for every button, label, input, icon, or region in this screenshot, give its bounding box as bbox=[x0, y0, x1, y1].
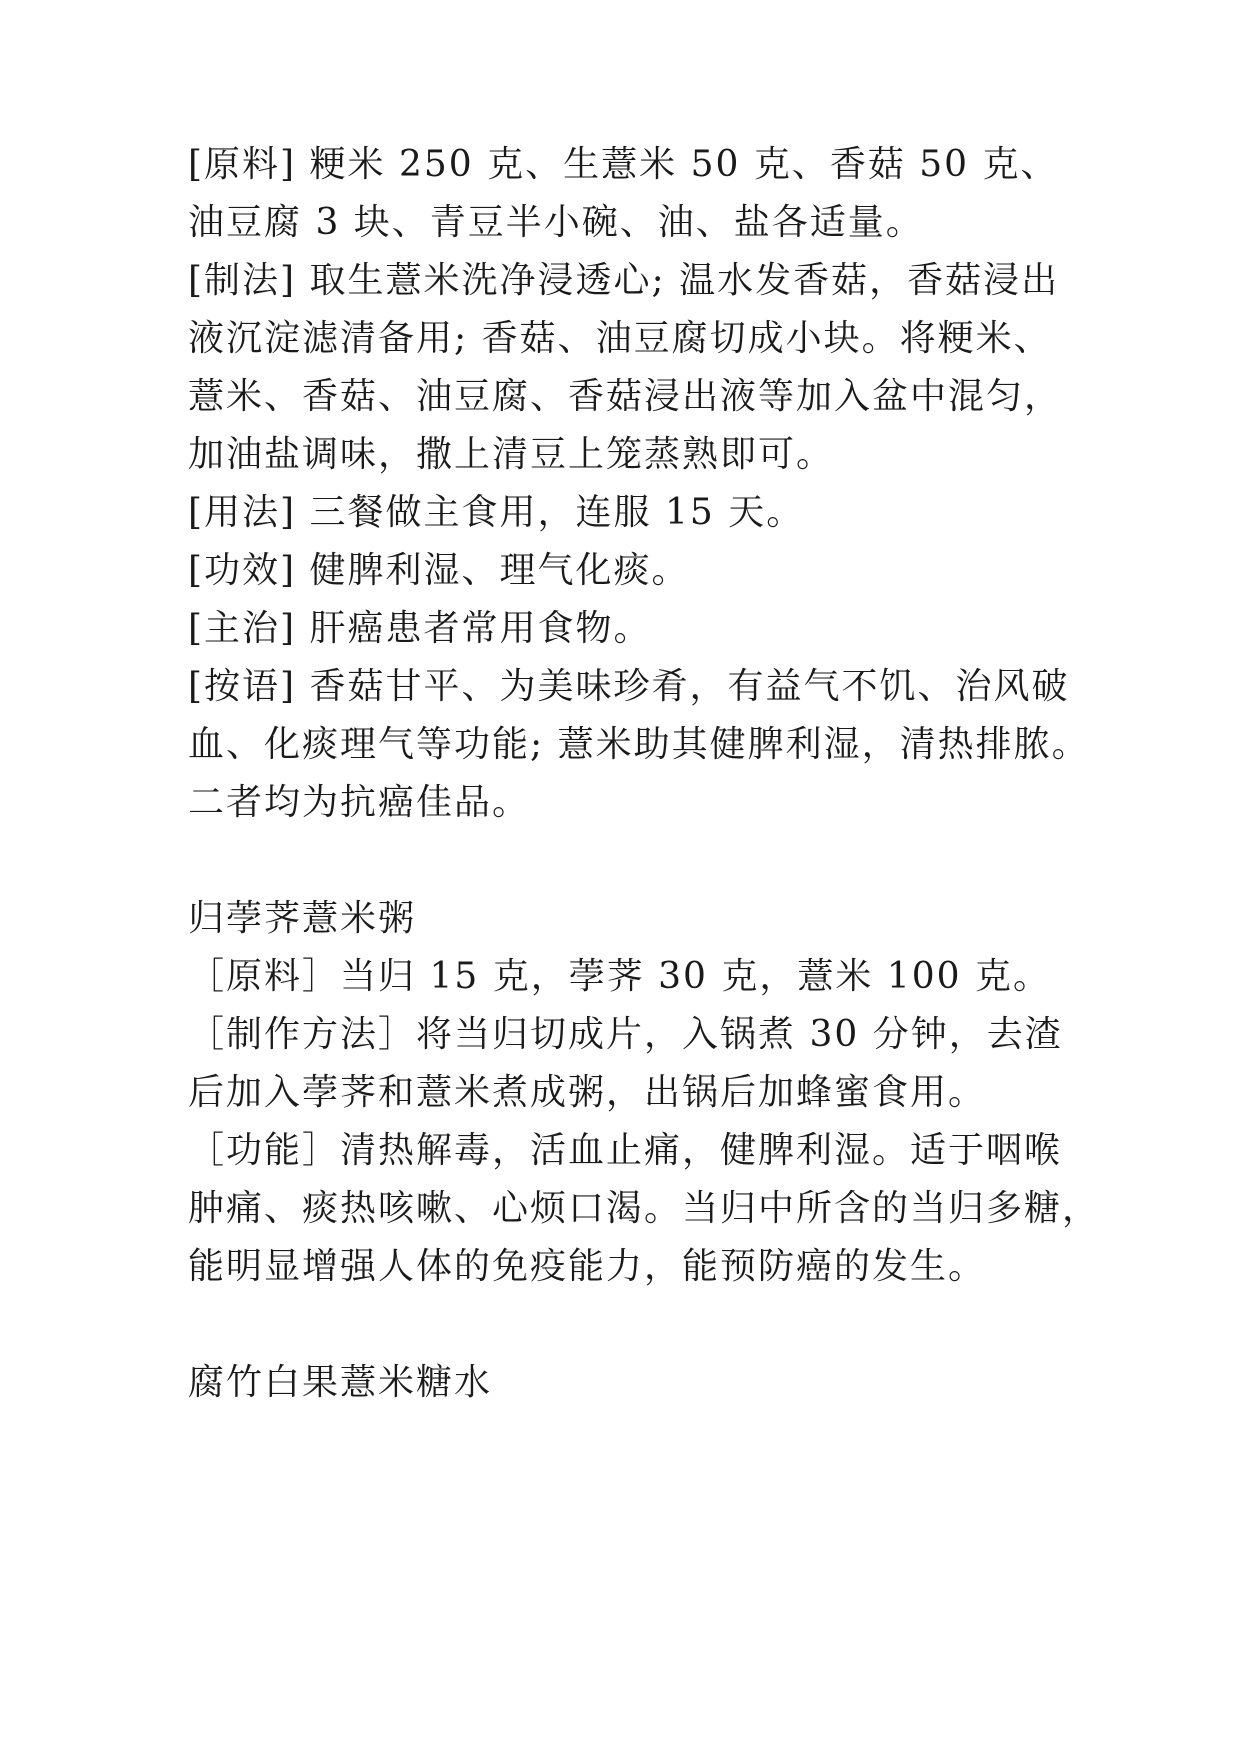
efficacy-line: [功效] 健脾利湿、理气化痰。 bbox=[188, 550, 690, 591]
recipe2-function-line-3: 能明显增强人体的免疫能力，能预防癌的发生。 bbox=[188, 1246, 987, 1287]
method-line-4: 加油盐调味，撒上清豆上笼蒸熟即可。 bbox=[188, 434, 835, 475]
ingredients-line-2: 油豆腐 3 块、青豆半小碗、油、盐各适量。 bbox=[188, 202, 924, 243]
indication-line: [主治] 肝癌患者常用食物。 bbox=[188, 608, 652, 649]
note-line-2: 血、化痰理气等功能; 薏米助其健脾利湿，清热排脓。 bbox=[188, 724, 1090, 765]
recipe2-method-line-1: ［制作方法］将当归切成片，入锅煮 30 分钟，去渣 bbox=[188, 1014, 1063, 1055]
recipe2-ingredients-line: ［原料］当归 15 克，荸荠 30 克，薏米 100 克。 bbox=[188, 956, 1051, 997]
note-line-1: [按语] 香菇甘平、为美味珍肴，有益气不饥、治风破 bbox=[188, 666, 1070, 707]
method-line-3: 薏米、香菇、油豆腐、香菇浸出液等加入盆中混匀， bbox=[188, 376, 1063, 417]
method-line-2: 液沉淀滤清备用; 香菇、油豆腐切成小块。将粳米、 bbox=[188, 318, 1052, 359]
recipe2-function-line-2: 肿痛、痰热咳嗽、心烦口渴。当归中所含的当归多糖， bbox=[188, 1188, 1101, 1229]
method-line-1: [制法] 取生薏米洗净浸透心; 温水发香菇，香菇浸出 bbox=[188, 260, 1060, 301]
recipe2-function-line-1: ［功能］清热解毒，活血止痛，健脾利湿。适于咽喉 bbox=[188, 1130, 1063, 1171]
ingredients-line-1: [原料] 粳米 250 克、生薏米 50 克、香菇 50 克、 bbox=[188, 144, 1059, 185]
usage-line: [用法] 三餐做主食用，连服 15 天。 bbox=[188, 492, 805, 533]
note-line-3: 二者均为抗癌佳品。 bbox=[188, 782, 531, 823]
recipe-title-2: 归荸荠薏米粥 bbox=[188, 898, 417, 939]
recipe2-method-line-2: 后加入荸荠和薏米煮成粥，出锅后加蜂蜜食用。 bbox=[188, 1072, 987, 1113]
recipe-title-3: 腐竹白果薏米糖水 bbox=[188, 1362, 493, 1403]
